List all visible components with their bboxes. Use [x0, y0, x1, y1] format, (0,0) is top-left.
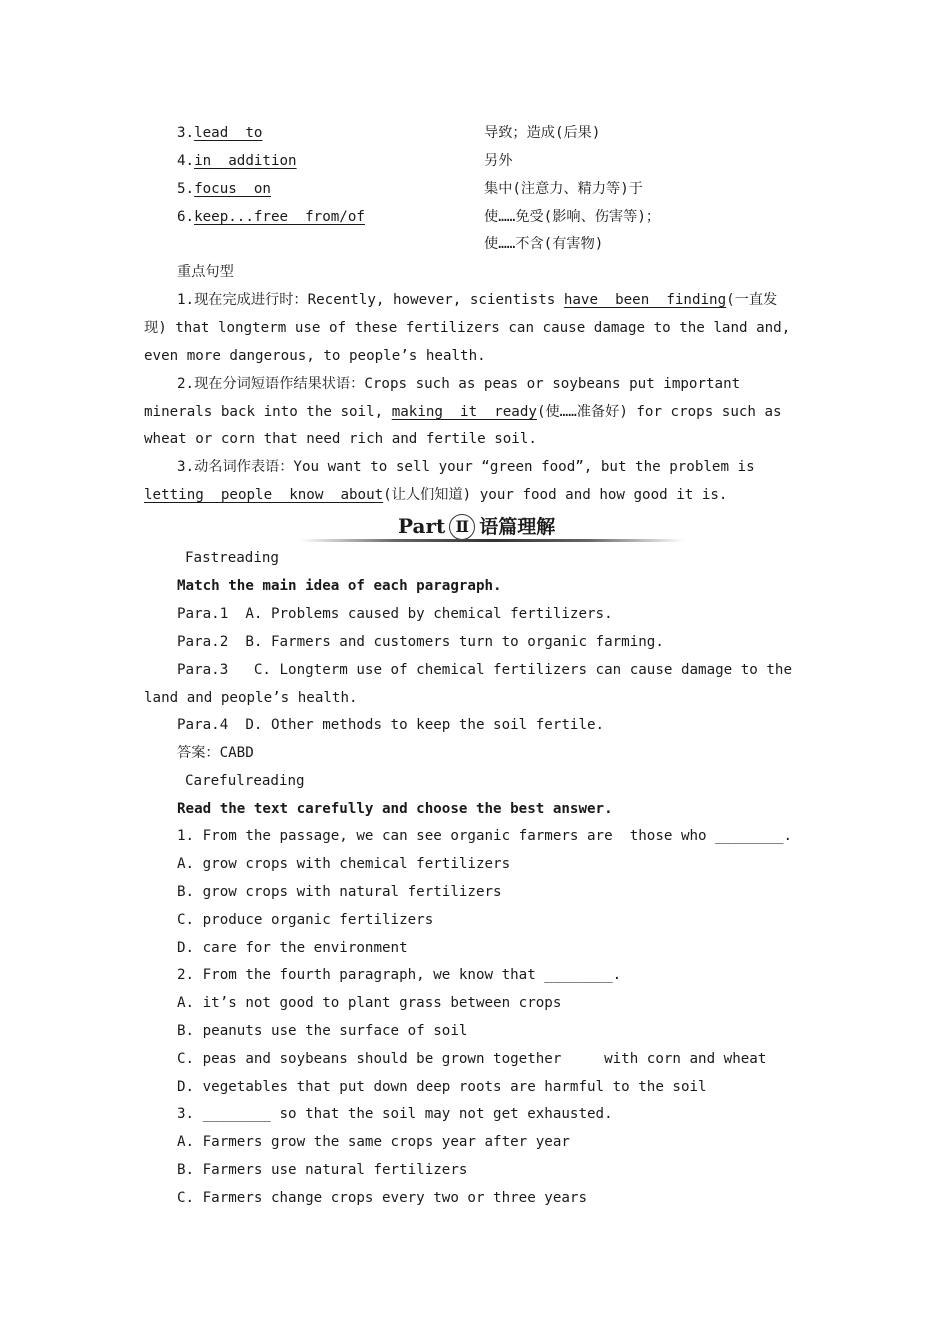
match-item-cont: land and people’s health. [144, 690, 358, 706]
option: C. peas and soybeans should be grown together with corn and wheat [177, 1051, 767, 1067]
phrase-text: keep...free from/of [194, 209, 365, 225]
part-divider [300, 539, 684, 542]
phrase-meaning-3: 导致；造成(后果) [484, 125, 601, 141]
fast-reading-heading: Fastreading [185, 550, 279, 566]
option: C. produce organic fertilizers [177, 912, 434, 928]
part-heading [300, 510, 684, 544]
phrase-item-4: 4.in addition [177, 153, 297, 169]
phrase-meaning-6: 使……免受(影响、伤害等)； [484, 209, 661, 225]
phrase-text: focus on [194, 181, 271, 197]
part-title-text: 语篇理解 [479, 516, 556, 538]
option: B. peanuts use the surface of soil [177, 1023, 468, 1039]
option: A. Farmers grow the same crops year after year [177, 1134, 570, 1150]
sentence-1-line-1: 1.现在完成进行时：Recently, however, scientists have been finding(一直发 [177, 292, 778, 308]
match-item: Para.4 D. Other methods to keep the soil fertile. [177, 717, 605, 733]
key-sentences-heading: 重点句型 [177, 264, 234, 280]
match-item: Para.3 C. Longterm use of chemical fertilizers can cause damage to the [177, 662, 792, 678]
sentence-3-line-2: letting people know about(让人们知道) your food and how good it is. [144, 487, 728, 503]
sentence-2-line-2: minerals back into the soil, making it ready(使……准备好) for crops such as [144, 404, 782, 420]
phrase-meaning-4: 另外 [484, 153, 513, 169]
phrase-meaning-6-cont: 使……不含(有害物) [484, 236, 604, 252]
question-1: 1. From the passage, we can see organic farmers are those who ________. [177, 828, 792, 844]
option: D. vegetables that put down deep roots are harmful to the soil [177, 1079, 707, 1095]
match-item: Para.1 A. Problems caused by chemical fertilizers. [177, 606, 613, 622]
sentence-2-line-3: wheat or corn that need rich and fertile soil. [144, 431, 537, 447]
option: C. Farmers change crops every two or three years [177, 1190, 587, 1206]
sentence-1-line-2: 现) that longterm use of these fertilizers can cause damage to the land and, [144, 320, 791, 336]
phrase-text: in addition [194, 153, 297, 169]
option: A. it’s not good to plant grass between crops [177, 995, 562, 1011]
fast-reading-instruction: Match the main idea of each paragraph. [177, 578, 502, 594]
phrase-text: lead to [194, 125, 263, 141]
phrase-meaning-5: 集中(注意力、精力等)于 [484, 181, 643, 197]
sentence-1-line-3: even more dangerous, to people’s health. [144, 348, 486, 364]
part-label: Part [398, 514, 446, 538]
careful-reading-instruction: Read the text carefully and choose the best answer. [177, 801, 613, 817]
careful-reading-heading: Carefulreading [185, 773, 305, 789]
option: D. care for the environment [177, 940, 408, 956]
option: B. Farmers use natural fertilizers [177, 1162, 468, 1178]
question-2: 2. From the fourth paragraph, we know that ________. [177, 967, 622, 983]
option: B. grow crops with natural fertilizers [177, 884, 502, 900]
answer-line: 答案：CABD [177, 745, 254, 761]
phrase-item-3: 3.lead to [177, 125, 263, 141]
sentence-2-line-1: 2.现在分词短语作结果状语：Crops such as peas or soybeans put important [177, 376, 741, 392]
option: A. grow crops with chemical fertilizers [177, 856, 511, 872]
phrase-item-6: 6.keep...free from/of [177, 209, 365, 225]
sentence-3-line-1: 3.动名词作表语：You want to sell your “green food”, but the problem is [177, 459, 755, 475]
match-item: Para.2 B. Farmers and customers turn to organic farming. [177, 634, 664, 650]
phrase-item-5: 5.focus on [177, 181, 271, 197]
question-3: 3. ________ so that the soil may not get exhausted. [177, 1106, 613, 1122]
part-numeral: Ⅱ [449, 514, 475, 540]
